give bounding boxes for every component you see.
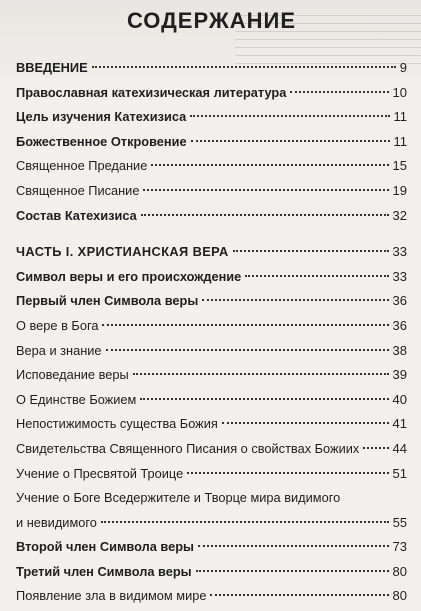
toc-entry[interactable]: [16, 291, 407, 316]
toc-entry-title: Третий член Символа веры: [16, 563, 192, 579]
toc-entry-page: 9: [399, 60, 407, 75]
toc-entry-title-line1: Учение о Боге Вседержителе и Творце мира видимого: [16, 490, 341, 506]
dot-leader: [210, 594, 388, 596]
toc-entry-page: 33: [392, 244, 407, 260]
toc-entry-title: Священное Писание: [16, 182, 140, 198]
dot-leader: [363, 447, 388, 449]
toc-entry[interactable]: [16, 316, 407, 341]
toc-entry-page: 80: [392, 588, 407, 604]
toc-entry-page: 51: [392, 465, 407, 481]
toc-entry-title: Появление зла в видимом мире: [16, 588, 207, 604]
toc-entry[interactable]: [16, 83, 407, 108]
toc-entry-title: Символ веры и его происхождение: [16, 268, 242, 284]
dot-leader: [290, 91, 388, 93]
toc-entry[interactable]: [16, 390, 407, 415]
toc-entry[interactable]: [16, 107, 407, 132]
toc-entry-title: Божественное Откровение: [16, 133, 187, 149]
dot-leader: [196, 570, 389, 572]
dot-leader: [222, 422, 389, 424]
toc-entry[interactable]: [16, 132, 407, 157]
toc-entry[interactable]: [16, 206, 407, 231]
toc-entry-part-one[interactable]: [16, 242, 407, 267]
toc-entry-row: [16, 513, 407, 533]
dot-leader: [140, 398, 388, 400]
toc-entry-title: Учение о Пресвятой Троице: [16, 465, 184, 481]
toc-entry-title: ЧАСТЬ I. ХРИСТИАНСКАЯ ВЕРА: [16, 244, 229, 260]
dot-leader: [106, 349, 389, 351]
dot-leader: [245, 275, 388, 277]
toc-entry-page: 38: [392, 342, 407, 358]
toc-entry-multiline[interactable]: [16, 488, 407, 537]
toc-entry-title: Исповедание веры: [16, 367, 129, 383]
dot-leader: [102, 324, 388, 326]
toc-entry[interactable]: [16, 365, 407, 390]
section-gap: [16, 230, 407, 242]
toc-entry-title: Православная катехизическая литература: [16, 84, 287, 100]
toc-entry[interactable]: [16, 586, 407, 611]
toc-entry-introduction[interactable]: [16, 58, 407, 83]
toc-entry-title: Вера и знание: [16, 342, 102, 358]
toc-entry[interactable]: [16, 464, 407, 489]
toc-entry[interactable]: [16, 439, 407, 464]
toc-entry[interactable]: [16, 267, 407, 292]
dot-leader: [191, 140, 390, 142]
toc-entry-page: 11: [393, 109, 407, 125]
toc-entry[interactable]: [16, 341, 407, 366]
dot-leader: [202, 299, 388, 301]
page-title: СОДЕРЖАНИЕ: [126, 8, 297, 33]
toc-entry-title: О Единстве Божием: [16, 391, 137, 407]
dot-leader: [187, 472, 388, 474]
toc-entry[interactable]: [16, 414, 407, 439]
toc-entry[interactable]: [16, 562, 407, 587]
toc-entry-page: 41: [392, 416, 407, 432]
toc-entry-page: 10: [392, 84, 407, 100]
dot-leader: [198, 545, 389, 547]
dot-leader: [92, 66, 396, 68]
toc-entry-title-line2: и невидимого: [16, 514, 97, 530]
toc-entry-title: О вере в Бога: [16, 317, 99, 333]
toc-entry-page: 80: [392, 563, 407, 579]
toc-entry[interactable]: [16, 156, 407, 181]
toc-entry-title: Непостижимость существа Божия: [16, 416, 218, 432]
toc-entry[interactable]: [16, 537, 407, 562]
dot-leader: [133, 373, 389, 375]
toc-entry-title: Второй член Символа веры: [16, 539, 194, 555]
dot-leader: [151, 164, 388, 166]
toc-entry-title: Цель изучения Катехизиса: [16, 109, 187, 125]
toc-entry-page: 11: [393, 133, 407, 149]
toc-entry-title: Состав Катехизиса: [16, 207, 137, 223]
toc-entry-page: 55: [392, 514, 407, 530]
toc-entry-title: Первый член Символа веры: [16, 293, 199, 309]
toc-entry-title: Священное Предание: [16, 158, 148, 174]
dot-leader: [233, 250, 389, 252]
toc-entry-page: 44: [392, 440, 407, 456]
toc-entry-title: ВВЕДЕНИЕ: [16, 60, 88, 75]
dot-leader: [190, 115, 389, 117]
toc-list: [16, 58, 407, 611]
toc-page: [16, 0, 407, 604]
toc-entry[interactable]: [16, 181, 407, 206]
toc-entry-title: Свидетельства Священного Писания о свойствах Божиих: [16, 440, 360, 456]
toc-entry-page: 39: [392, 367, 407, 383]
dot-leader: [141, 214, 389, 216]
dot-leader: [101, 521, 389, 523]
toc-entry-page: 36: [392, 293, 407, 309]
toc-entry-page: 15: [392, 158, 407, 174]
toc-entry-page: 36: [392, 317, 407, 333]
toc-entry-page: 40: [392, 391, 407, 407]
dot-leader: [143, 189, 388, 191]
toc-entry-page: 32: [392, 207, 407, 223]
toc-entry-page: 33: [392, 268, 407, 284]
toc-entry-page: 19: [392, 182, 407, 198]
toc-entry-page: 73: [392, 539, 407, 555]
